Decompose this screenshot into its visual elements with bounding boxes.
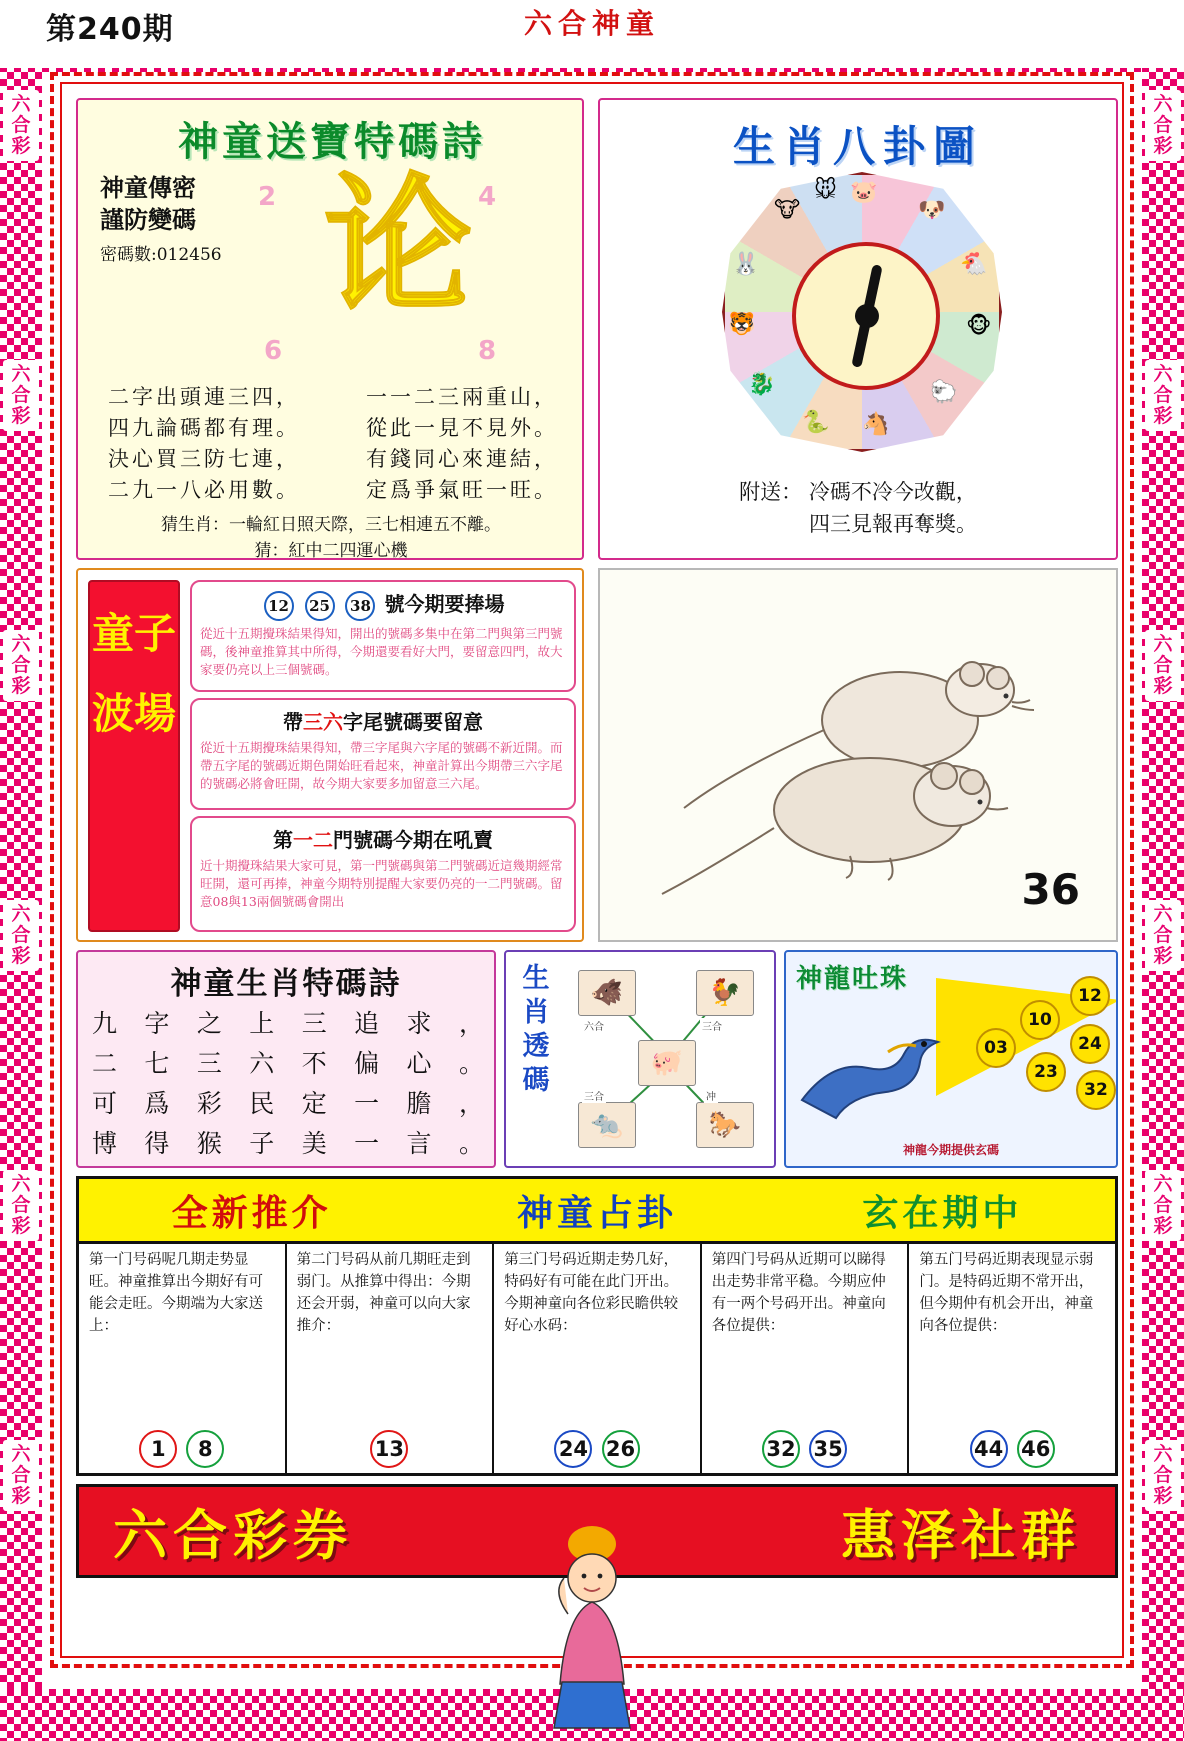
boychild-block-2-pre: 帶 bbox=[283, 710, 303, 734]
zp-1-3: 之 bbox=[196, 1009, 222, 1038]
panel-dragon-pearl bbox=[784, 950, 1118, 1168]
corner-number-8: 8 bbox=[478, 336, 497, 366]
boychild-block-3-heading bbox=[200, 824, 566, 853]
zp-4-1: 博 bbox=[92, 1129, 118, 1158]
zp-2-7: 心 bbox=[406, 1049, 432, 1078]
bagua-wheel-graphic bbox=[722, 172, 1002, 452]
boychild-block-2-post: 字尾號碼要留意 bbox=[343, 710, 483, 734]
panel-poem-subtitle bbox=[100, 172, 196, 236]
zp-4-5: 美 bbox=[301, 1129, 327, 1158]
panel-zodiac-touma bbox=[504, 950, 776, 1168]
boychild-num-25: 25 bbox=[305, 591, 335, 621]
recommend-column-1 bbox=[79, 1241, 287, 1476]
zodiac-icon-1: 🐷 bbox=[850, 180, 878, 205]
zodiac-icon-7: 🐍 bbox=[802, 410, 830, 435]
poem-right-line-3: 有錢同心來連結， bbox=[366, 447, 558, 471]
zodiac-icon-8: 🐉 bbox=[748, 372, 776, 397]
poster-frame bbox=[50, 72, 1134, 1668]
boychild-banner: 童子波場 bbox=[88, 580, 180, 932]
zodiac-poem-title: 神童生肖特碼詩 bbox=[170, 966, 402, 1002]
poem-guess bbox=[96, 512, 566, 564]
recommend-num-8: 8 bbox=[186, 1430, 224, 1468]
boychild-block-2-heading bbox=[200, 706, 566, 735]
recommend-column-5 bbox=[909, 1241, 1115, 1476]
side-label-left-1: 六合彩 bbox=[3, 90, 39, 161]
side-label-right-1: 六合彩 bbox=[1145, 90, 1181, 161]
touma-cell-2: 🐓 bbox=[696, 970, 754, 1016]
zp-2-3: 三 bbox=[196, 1049, 222, 1078]
bagua-footer-label: 附送： bbox=[739, 480, 803, 504]
panel-bagua-title: 生肖八卦圖 bbox=[732, 122, 983, 171]
poem-right-line-1: 一一二三兩重山， bbox=[366, 385, 558, 409]
dragon-ball-10: 10 bbox=[1020, 1000, 1060, 1040]
recommend-num-26: 26 bbox=[602, 1430, 640, 1468]
panel-poem-title: 神童送寶特碼詩 bbox=[178, 118, 486, 165]
zodiac-icon-11: 🐮 bbox=[774, 198, 801, 223]
poem-body bbox=[108, 382, 558, 506]
panel-rat-illustration bbox=[598, 568, 1118, 942]
zp-4-7: 言 bbox=[406, 1129, 432, 1158]
dragon-ball-12: 12 bbox=[1070, 976, 1110, 1016]
zodiac-icon-10: 🐰 bbox=[732, 252, 760, 277]
recommend-column-5-text: 第五门号码近期表现显示弱门。是特码近期不常开出，但今期仲有机会开出，神童向各位提供： bbox=[919, 1252, 1094, 1334]
zp-2-4: 六 bbox=[249, 1049, 275, 1078]
recommend-column-4-text: 第四门号码从近期可以睇得出走势非常平稳。今期应仲有一两个号码开出。神童向各位提供： bbox=[711, 1252, 886, 1334]
zodiac-icon-6: 🐴 bbox=[862, 412, 890, 437]
side-label-right-6: 六合彩 bbox=[1145, 1440, 1181, 1511]
corner-number-2: 2 bbox=[258, 182, 277, 212]
recommend-heading-1: 全新推介 bbox=[171, 1191, 332, 1234]
zp-1-8: ， bbox=[458, 1009, 484, 1038]
zp-1-5: 三 bbox=[301, 1009, 327, 1038]
recommend-num-46: 46 bbox=[1017, 1430, 1055, 1468]
zp-3-3: 彩 bbox=[196, 1089, 222, 1118]
recommend-num-44: 44 bbox=[970, 1430, 1008, 1468]
recommend-heading-2: 神童占卦 bbox=[516, 1191, 677, 1234]
poem-left-column bbox=[108, 382, 300, 506]
recommend-column-2 bbox=[287, 1241, 495, 1476]
side-label-right-5: 六合彩 bbox=[1145, 1170, 1181, 1241]
zp-2-6: 偏 bbox=[354, 1049, 380, 1078]
panel-bagua-wheel bbox=[598, 98, 1118, 560]
poem-left-line-2: 四九論碼都有理。 bbox=[108, 416, 300, 440]
recommend-num-1: 1 bbox=[139, 1430, 177, 1468]
panel-poem-subtitle-line1: 神童傳密 bbox=[100, 173, 196, 202]
zp-4-2: 得 bbox=[144, 1129, 170, 1158]
zp-3-4: 民 bbox=[249, 1089, 275, 1118]
boychild-num-38: 38 bbox=[345, 591, 375, 621]
issue-number: 第240期 bbox=[46, 12, 174, 47]
recommend-column-1-text: 第一门号码呢几期走势显旺。神童推算出今期好有可能会走旺。今期端为大家送上： bbox=[89, 1252, 263, 1334]
recommend-column-3 bbox=[494, 1241, 702, 1476]
touma-cell-3: 🐀 bbox=[578, 1102, 636, 1148]
zp-2-5: 不 bbox=[301, 1049, 327, 1078]
zp-4-8: 。 bbox=[458, 1129, 484, 1158]
zp-1-1: 九 bbox=[92, 1009, 118, 1038]
poem-left-line-4: 二九一八必用數。 bbox=[108, 478, 300, 502]
zodiac-poem-row-3 bbox=[92, 1084, 484, 1124]
boychild-block-3-highlight: 一二 bbox=[293, 828, 333, 852]
masthead-bar bbox=[0, 0, 1184, 68]
picture-number: 36 bbox=[1021, 865, 1080, 914]
side-label-left-4: 六合彩 bbox=[3, 900, 39, 971]
zp-3-6: 一 bbox=[354, 1089, 380, 1118]
zodiac-icon-4: 🐵 bbox=[966, 314, 992, 339]
dragon-icon bbox=[792, 1004, 962, 1134]
zodiac-poem-row-1 bbox=[92, 1004, 484, 1044]
boychild-block-3-body: 近十期攪珠結果大家可見，第一門號碼與第二門號碼近這幾期經常旺開，還可再捧，神童今期特別提醒大家要仍亮的一二門號碼。留意08與13兩個號碼會開出 bbox=[200, 858, 563, 909]
touma-cell-4: 🐎 bbox=[696, 1102, 754, 1148]
corner-number-6: 6 bbox=[264, 336, 283, 366]
side-label-left-3: 六合彩 bbox=[3, 630, 39, 701]
bagua-footer bbox=[600, 476, 1116, 540]
zp-1-7: 求 bbox=[406, 1009, 432, 1038]
boychild-block-1-body: 從近十五期攪珠結果得知，開出的號碼多集中在第二門與第三門號碼，後神童推算其中所得，今期還要看好大門，要留意四門，故大家要仍亮以上三個號碼。 bbox=[200, 625, 563, 677]
recommend-column-2-numbers bbox=[287, 1430, 493, 1468]
zp-1-4: 上 bbox=[249, 1009, 275, 1038]
side-label-right-4: 六合彩 bbox=[1145, 900, 1181, 971]
touma-tag-chong: 冲 bbox=[704, 1088, 718, 1103]
big-character: 论 bbox=[324, 158, 472, 332]
recommend-num-13: 13 bbox=[370, 1430, 408, 1468]
side-label-left-2: 六合彩 bbox=[3, 360, 39, 431]
zp-3-2: 爲 bbox=[144, 1089, 170, 1118]
bagua-footer-line-1: 冷碼不冷今改觀， bbox=[808, 480, 977, 504]
poster-inner-frame bbox=[60, 82, 1124, 1658]
side-label-right-2: 六合彩 bbox=[1145, 360, 1181, 431]
recommend-column-3-numbers bbox=[494, 1430, 700, 1468]
zp-1-6: 追 bbox=[354, 1009, 380, 1038]
page-title: 六合神童 bbox=[523, 7, 660, 40]
recommend-num-24: 24 bbox=[554, 1430, 592, 1468]
zp-2-2: 七 bbox=[144, 1049, 170, 1078]
zp-3-1: 可 bbox=[92, 1089, 118, 1118]
boychild-block-2-highlight: 三六 bbox=[303, 710, 343, 734]
poem-right-column bbox=[366, 382, 558, 506]
poem-right-line-2: 從此一見不見外。 bbox=[366, 416, 558, 440]
panel-special-code-poem bbox=[76, 98, 584, 560]
zp-2-8: 。 bbox=[458, 1049, 484, 1078]
panel-zodiac-poem bbox=[76, 950, 496, 1168]
zodiac-icon-3: 🐔 bbox=[960, 252, 988, 277]
poem-guess-line-1: 猜生肖：一輪紅日照天際，三七相連五不離。 bbox=[161, 515, 501, 535]
zp-4-4: 子 bbox=[249, 1129, 275, 1158]
zp-3-5: 定 bbox=[301, 1089, 327, 1118]
dragon-ball-24: 24 bbox=[1070, 1024, 1110, 1064]
recommend-num-32: 32 bbox=[762, 1430, 800, 1468]
dragon-title: 神龍吐珠 bbox=[796, 964, 909, 994]
poem-guess-line-2: 猜：紅中二四運心機 bbox=[254, 541, 408, 561]
zodiac-icon-2: 🐶 bbox=[918, 198, 946, 223]
zp-3-7: 膽 bbox=[406, 1089, 432, 1118]
zp-1-2: 字 bbox=[144, 1009, 170, 1038]
bagua-hub bbox=[792, 242, 940, 390]
recommendations-header bbox=[79, 1179, 1115, 1244]
boychild-block-3-pre: 第 bbox=[273, 828, 293, 852]
zodiac-icon-9: 🐯 bbox=[728, 312, 756, 337]
footer-right-text: 惠泽社群 bbox=[841, 1502, 1081, 1567]
recommendations-columns bbox=[79, 1241, 1115, 1476]
poem-right-line-4: 定爲爭氣旺一旺。 bbox=[366, 478, 558, 502]
touma-cell-center: 🐖 bbox=[638, 1040, 696, 1086]
footer-left-text: 六合彩券 bbox=[113, 1502, 353, 1567]
boychild-block-3-post: 門號碼今期在吼賣 bbox=[333, 828, 493, 852]
boychild-num-12: 12 bbox=[264, 591, 294, 621]
touma-diagram bbox=[564, 960, 770, 1160]
side-label-right-3: 六合彩 bbox=[1145, 630, 1181, 701]
boychild-block-1-heading bbox=[200, 588, 566, 621]
recommend-column-5-numbers bbox=[909, 1430, 1115, 1468]
zodiac-icon-5: 🐑 bbox=[930, 380, 958, 405]
dragon-ball-03: 03 bbox=[976, 1028, 1016, 1068]
touma-cell-1: 🐗 bbox=[578, 970, 636, 1016]
corner-number-4: 4 bbox=[478, 182, 497, 212]
panel-boychild-wave bbox=[76, 568, 584, 942]
touma-tag-sanhe1: 三合 bbox=[700, 1018, 724, 1033]
dragon-footer: 神龍今期提供玄碼 bbox=[902, 1143, 999, 1157]
zp-3-8: ， bbox=[458, 1089, 484, 1118]
dragon-ball-32: 32 bbox=[1076, 1070, 1116, 1110]
boychild-block-2 bbox=[190, 698, 576, 810]
boychild-block-1 bbox=[190, 580, 576, 692]
boychild-block-2-body: 從近十五期攪珠結果得知，帶三字尾與六字尾的號碼不新近開。而帶五字尾的號碼近期色開始旺看起來，神童計算出今期帶三六字尾的號碼必將會旺開，故今期大家要多加留意三六尾。 bbox=[200, 740, 563, 791]
poem-left-line-1: 二字出頭連三四， bbox=[108, 385, 300, 409]
zp-4-6: 一 bbox=[354, 1129, 380, 1158]
boy-mascot-icon bbox=[532, 1504, 652, 1734]
zodiac-poem-grid bbox=[92, 1004, 484, 1164]
recommend-heading-3: 玄在期中 bbox=[862, 1191, 1023, 1234]
zp-4-3: 猴 bbox=[196, 1129, 222, 1158]
recommend-column-4-numbers bbox=[702, 1430, 908, 1468]
recommend-num-35: 35 bbox=[809, 1430, 847, 1468]
touma-tag-sanhe2: 三合 bbox=[582, 1088, 606, 1103]
touma-tag-liuhe: 六合 bbox=[582, 1018, 606, 1033]
boychild-block-1-title: 號今期要捧場 bbox=[384, 592, 505, 616]
side-label-left-5: 六合彩 bbox=[3, 1170, 39, 1241]
bagua-footer-line-2: 四三見報再奪獎。 bbox=[809, 512, 977, 536]
recommend-column-1-numbers bbox=[79, 1430, 285, 1468]
touma-title: 生肖透碼 bbox=[522, 963, 550, 1096]
panel-recommendations bbox=[76, 1176, 1118, 1476]
compass-needle-icon bbox=[851, 264, 882, 368]
side-label-left-6: 六合彩 bbox=[3, 1440, 39, 1511]
recommend-column-4 bbox=[702, 1241, 910, 1476]
panel-poem-code-label: 密碼數:012456 bbox=[100, 245, 222, 265]
poem-left-line-3: 決心買三防七連， bbox=[108, 447, 300, 471]
zodiac-poem-row-4 bbox=[92, 1124, 484, 1164]
boychild-block-3 bbox=[190, 816, 576, 932]
dragon-ball-23: 23 bbox=[1026, 1052, 1066, 1092]
zp-2-1: 二 bbox=[92, 1049, 118, 1078]
panel-poem-subtitle-line2: 謹防變碼 bbox=[100, 205, 196, 234]
recommend-column-3-text: 第三门号码近期走势几好，特码好有可能在此门开出。今期神童向各位彩民瞻供较好心水码： bbox=[504, 1252, 679, 1334]
zodiac-icon-12: 🐭 bbox=[814, 178, 837, 203]
recommend-column-2-text: 第二门号码从前几期旺走到弱门。从推算中得出：今期还会开弱，神童可以向大家推介： bbox=[296, 1252, 471, 1334]
zodiac-poem-row-2 bbox=[92, 1044, 484, 1084]
